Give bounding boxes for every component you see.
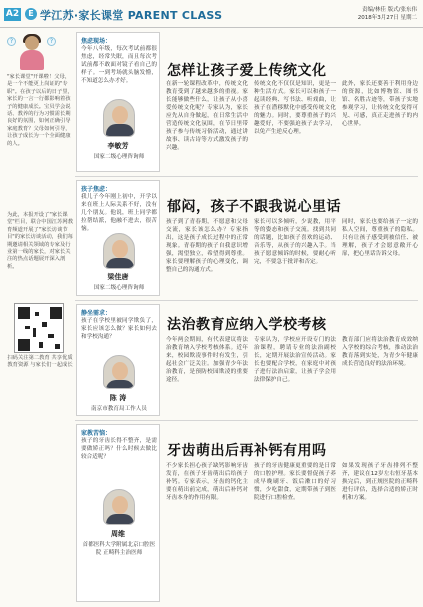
qa-question: 孩子在学校里被同学欺负了，家长应该怎么做？家长如何去和学校沟通？ <box>81 318 157 340</box>
article-column: 家长可以多倾听，少说教，用平等的姿态和孩子交流。找到共同的话题，比如孩子喜欢的运动、音乐等，从孩子的兴趣入手。当孩子愿意倾诉的时候，要耐心听完，不要急于批评和否定。 <box>254 219 336 265</box>
article-title: 法治教育应纳入学校考核 <box>167 317 327 333</box>
question-bubble-icon: ? <box>47 37 56 46</box>
expert-affiliation: 南京市教育局工作人员 <box>91 406 147 412</box>
qa-card-1 <box>76 32 160 172</box>
intro-sidebar <box>3 32 73 602</box>
page-header <box>0 0 423 28</box>
expert-portrait <box>103 233 135 269</box>
intro-paragraph-1: "家长课堂"开课啦！父母，是一个不能更上岗证的"专职"。在孩子以后的日子里，家长的一言一行都影响着孩子的健康成长。宝贝学会说话、教养的行为习惯需长期良好的氛围，如何正确引导家庭教育？父母如何引导，让孩子成长为一个全面健康的人。 <box>7 74 73 147</box>
article-divider <box>75 176 418 177</box>
article-column: 不少家长担心孩子缺钙影响牙齿发育，在孩子牙齿萌出后给孩子补钙。专家表示，牙齿的钙化主要在萌出前完成，萌出后补钙对牙齿本身的作用有限。 <box>166 463 248 501</box>
qr-caption: 扫码关注第二教育 共享优质教育资源 与家长们一起成长 <box>7 355 73 369</box>
article-column: 在新一轮课程改革中，传统文化教育受到了越来越多的重视。家长能够做些什么，让孩子从小喜爱传统文化呢？专家认为，家长应先从自身做起，在日常生活中营造传统文化氛围，在节日里带孩子参与传统习俗活动，通过讲故事、读古诗等方式激发孩子的兴趣。 <box>166 81 248 151</box>
expert-portrait <box>103 99 135 137</box>
article-title: 牙齿萌出后再补钙有用吗 <box>167 443 327 459</box>
article-title: 怎样让孩子爱上传统文化 <box>167 63 327 79</box>
editor-credit: 责编/林佳 版式/张东伟 <box>362 7 417 13</box>
article-column: 传统文化不仅仅是知识，更是一种生活方式。家长可以和孩子一起读经典、写书法、听戏曲，让孩子在潜移默化中感受传统文化的魅力。同时，要尊重孩子的兴趣爱好，不要强迫孩子去学习，以免产生逆反心理。 <box>254 81 336 135</box>
article-column: 教育部门应将法治教育成效纳入学校的综合考核，推动法治教育落到实处，为青少年健康成长营造良好的法治环境。 <box>342 337 418 367</box>
issue-date: 2018年3月27日 星期二 <box>357 15 417 21</box>
article-title: 郁闷，孩子不跟我说心里话 <box>167 199 341 215</box>
expert-portrait <box>103 489 135 525</box>
qa-card-3 <box>76 304 160 416</box>
expert-affiliation: 首都医科大学附属北京口腔医院 正畸科主治医师 <box>82 542 156 556</box>
expert-name: 陈 涛 <box>109 394 127 402</box>
qa-question: 我儿子今年刚上初中，开学以来在班上人际关系不好，没有几个朋友。他说，班上同学都拉帮结派，他融不进去，很苦恼。 <box>81 194 157 232</box>
thinking-girl-illustration <box>5 34 61 72</box>
question-bubble-icon: ? <box>7 37 16 46</box>
expert-name: 梁佳唐 <box>107 273 129 281</box>
article-column: 同时，家长也要给孩子一定的私人空间，尊重孩子的隐私。只有让孩子感受到被信任、被理解，孩子才会愿意敞开心扉，把心里话告诉父母。 <box>342 219 418 257</box>
expert-portrait <box>103 355 135 389</box>
edu-logo-icon: E <box>25 8 37 20</box>
article-column: 如果发现孩子牙齿排列不整齐，建议在12岁左右恒牙基本换完后，到正规医院的正畸科进行评估，选择合适的矫正时机和方案。 <box>342 463 418 501</box>
qa-question: 孩子的牙齿长得不整齐，是需要做矫正吗？什么时候去做比较合适呢？ <box>81 438 157 460</box>
intro-paragraph-2: 为此，本报开设了"家长课堂"栏目，联合中国江苏网教育频道开展了"家长访谈节目"的家长访谈活动，我们每期邀请相关领域的专家及行业第一线的家长，对家长关注的热点话题展开深入剖析。 <box>7 212 73 270</box>
qa-label: 孩子焦虑： <box>81 186 112 193</box>
qa-label: 静坐需求： <box>81 310 112 317</box>
expert-name: 李敏芳 <box>107 142 129 150</box>
column-title: 学江苏·家长课堂 PARENT CLASS <box>40 9 223 22</box>
article-column: 孩子到了青春期，不愿意和父母交流，家长该怎么办？专家指出，这是孩子成长过程中的正常现象。青春期的孩子自我意识增强，渴望独立，希望得到尊重。家长要理解孩子的心理变化，调整自己的沟通方式。 <box>166 219 248 273</box>
qa-label: 焦虑现场： <box>81 38 112 45</box>
qr-code-image <box>14 303 64 353</box>
article-divider <box>75 420 418 421</box>
qa-card-4 <box>76 424 160 602</box>
article-column: 孩子的牙齿健康更重要的是日常的口腔护理。家长要督促孩子养成早晚刷牙、饭后漱口的好习惯，少吃甜食，定期带孩子到医院进行口腔检查。 <box>254 463 336 501</box>
article-column: 此外，家长还要善于利用身边的资源，比如博物馆、图书馆、名胜古迹等，带孩子实地参观学习，让传统文化变得可见、可感，真正走进孩子的内心世界。 <box>342 81 418 127</box>
expert-name: 周维 <box>111 530 125 538</box>
qa-card-2 <box>76 180 160 296</box>
header-meta <box>358 6 417 22</box>
expert-affiliation: 国家二级心理咨询师 <box>93 154 145 160</box>
article-divider <box>75 300 418 301</box>
page-number-badge: A2 <box>5 9 20 19</box>
expert-affiliation: 国家二级心理咨询师 <box>93 285 145 291</box>
qa-label: 家教苦恼： <box>81 430 112 437</box>
qa-question: 今年八年级，每次考试前都很焦虑，经常失眠，而且每次考试前都不敢面对镜子看自己的样子。一到考场就头脑发懵，不知道怎么办才好。 <box>81 46 157 84</box>
article-column: 专家认为，学校应开设专门的法治课程，聘请专业的法治副校长，定期开展法治宣传活动。家长也要配合学校，在家庭中对孩子进行法治启蒙，让孩子学会用法律保护自己。 <box>254 337 336 383</box>
article-column: 今年两会期间，有代表建议将法治教育纳入学校考核体系。近年来，校园欺凌事件时有发生，引起社会广泛关注。加强青少年法治教育，是预防校园欺凌的重要途径。 <box>166 337 248 383</box>
